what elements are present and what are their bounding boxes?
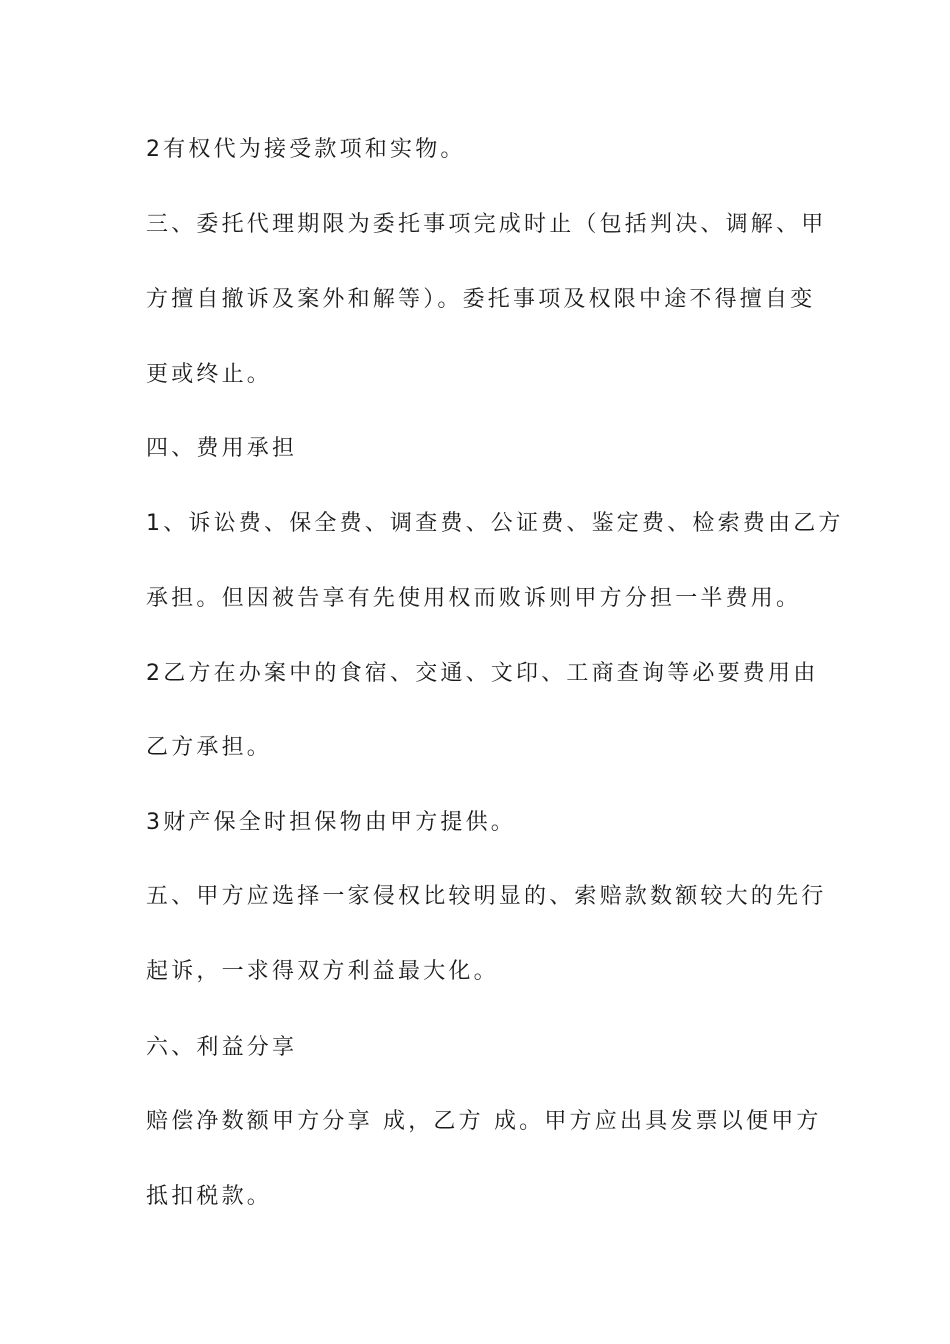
- paragraph-line: 更或终止。: [146, 362, 273, 387]
- paragraph-line: 赔偿净数额甲方分享 成，乙方 成。甲方应出具发票以便甲方: [146, 1109, 822, 1134]
- paragraph-line: 方擅自撤诉及案外和解等）。委托事项及权限中途不得擅自变: [146, 287, 816, 312]
- paragraph-line: 2有权代为接受款项和实物。: [146, 137, 466, 162]
- paragraph-line: 五、甲方应选择一家侵权比较明显的、索赔款数额较大的先行: [146, 884, 827, 909]
- paragraph-line: 乙方承担。: [146, 735, 273, 760]
- section-heading: 六、利益分享: [146, 1035, 298, 1060]
- paragraph-line: 三、委托代理期限为委托事项完成时止（包括判决、调解、甲: [146, 212, 827, 237]
- paragraph-line: 承担。但因被告享有先使用权而败诉则甲方分担一半费用。: [146, 586, 802, 611]
- paragraph-line: 1、诉讼费、保全费、调查费、公证费、鉴定费、检索费由乙方: [146, 511, 844, 536]
- paragraph-line: 3财产保全时担保物由甲方提供。: [146, 810, 516, 835]
- paragraph-line: 抵扣税款。: [146, 1184, 273, 1209]
- paragraph-line: 起诉，一求得双方利益最大化。: [146, 959, 499, 984]
- paragraph-line: 2乙方在办案中的食宿、交通、文印、工商查询等必要费用由: [146, 661, 819, 686]
- section-heading: 四、费用承担: [146, 436, 298, 461]
